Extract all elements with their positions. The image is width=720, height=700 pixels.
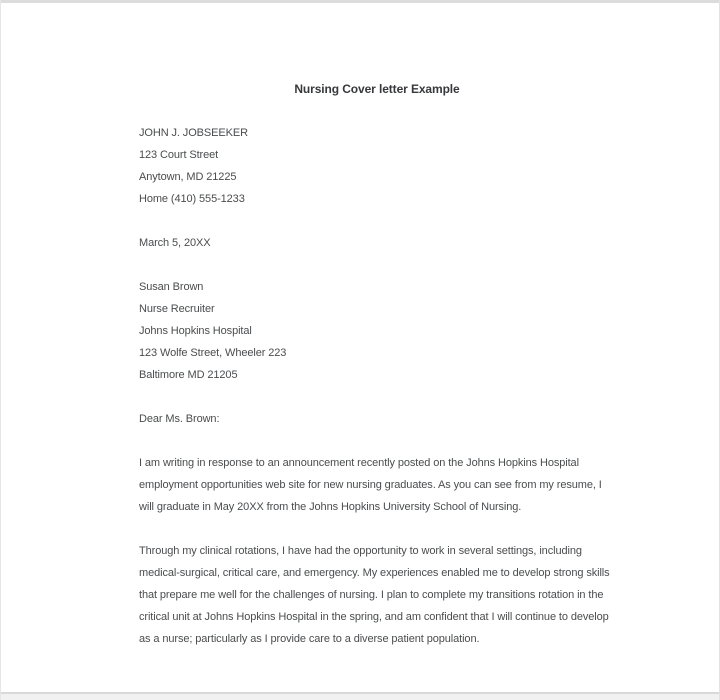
recipient-name: Susan Brown: [139, 281, 204, 293]
sender-name: JOHN J. JOBSEEKER: [139, 127, 248, 139]
recipient-job-title: Nurse Recruiter: [139, 303, 215, 315]
recipient-address-block: [139, 276, 615, 386]
page-bottom-edge: [1, 692, 719, 700]
sender-city: Anytown, MD 21225: [139, 171, 237, 183]
salutation: Dear Ms. Brown:: [139, 413, 220, 425]
recipient-organization: Johns Hopkins Hospital: [139, 325, 252, 337]
letter-date: March 5, 20XX: [139, 237, 211, 249]
body-paragraph-1: I am writing in response to an announcement recently posted on the Johns Hopkins Hospital employment opportunities web site for new nursing graduates. As you can see from my resume, I will graduate in May 20XX from the Johns Hopkins University School of Nursing.: [139, 457, 602, 513]
letter-title: Nursing Cover letter Example: [294, 82, 460, 96]
letter-content: [139, 0, 615, 650]
sender-street: 123 Court Street: [139, 149, 219, 161]
sender-address-block: [139, 122, 615, 210]
sender-phone: Home (410) 555-1233: [139, 193, 245, 205]
body-paragraph-2: Through my clinical rotations, I have had the opportunity to work in several settings, including medical-surgical, critical care, and emergency. My experiences enabled me to develop strong skills that prepare me well for the challenges of nursing. I plan to complete my transitions rotation in the critical unit at Johns Hopkins Hospital in the spring, and am confident that I will continue to develop as a nurse; particularly as I provide care to a diverse patient population.: [139, 545, 610, 645]
recipient-city: Baltimore MD 21205: [139, 369, 238, 381]
recipient-street: 123 Wolfe Street, Wheeler 223: [139, 347, 287, 359]
